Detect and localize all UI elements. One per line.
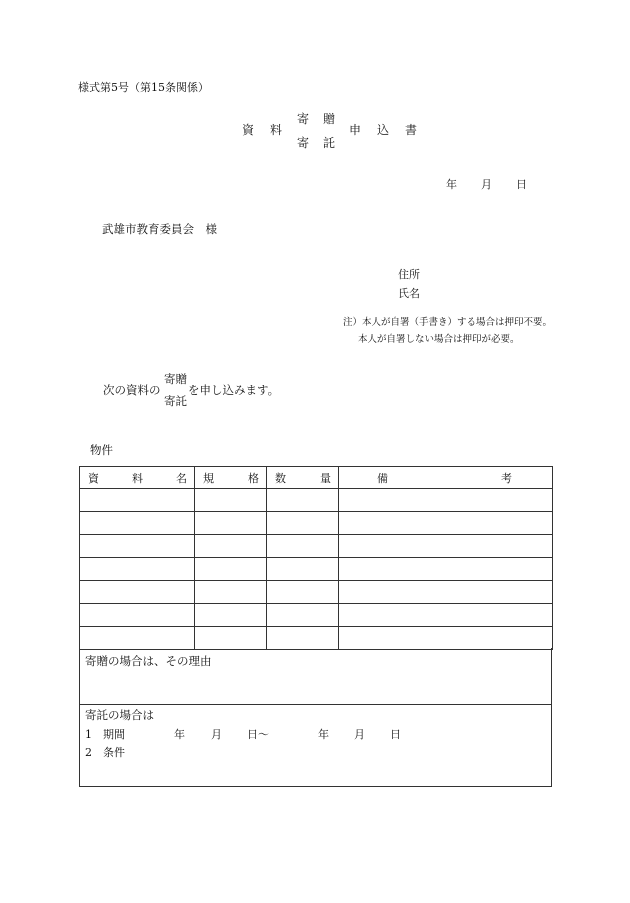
item-name-cell[interactable] (80, 604, 195, 627)
item-name-cell[interactable] (80, 581, 195, 604)
statement-option-deposit: 寄託 (164, 394, 187, 408)
items-heading: 物件 (90, 443, 113, 457)
donation-reason-box[interactable] (79, 648, 552, 705)
item-name-cell[interactable] (80, 535, 195, 558)
spec-cell[interactable] (195, 604, 267, 627)
table-row (80, 535, 553, 558)
column-header-remarks: 備 考 (339, 467, 553, 489)
spec-cell[interactable] (195, 512, 267, 535)
remarks-cell[interactable] (339, 604, 553, 627)
conditions-label: 条件 (103, 746, 125, 759)
form-number: 様式第5号（第15条関係） (78, 81, 209, 94)
date-day-label: 日 (516, 178, 527, 191)
table-row (80, 627, 553, 650)
remarks-cell[interactable] (339, 558, 553, 581)
spec-cell[interactable] (195, 489, 267, 512)
title-char: 料 (270, 123, 283, 137)
remarks-cell[interactable] (339, 581, 553, 604)
period-label: 期間 (103, 728, 125, 741)
title-char: 資 (242, 123, 255, 137)
remarks-cell[interactable] (339, 627, 553, 650)
table-row (80, 604, 553, 627)
period-end-day: 日 (390, 728, 401, 741)
conditions-number: 2 (85, 746, 92, 759)
table-row (80, 489, 553, 512)
table-row (80, 581, 553, 604)
title-option-deposit: 託 (323, 136, 336, 150)
statement-suffix: を申し込みます。 (188, 383, 280, 397)
period-number: 1 (85, 728, 92, 741)
spec-cell[interactable] (195, 535, 267, 558)
title-char: 込 (377, 123, 390, 137)
period-start-year: 年 (174, 728, 185, 741)
spec-cell[interactable] (195, 627, 267, 650)
statement-prefix: 次の資料の (103, 383, 161, 397)
donation-reason-label: 寄贈の場合は、その理由 (85, 654, 212, 668)
remarks-cell[interactable] (339, 489, 553, 512)
date-month-label: 月 (481, 178, 492, 191)
column-header-item-name: 資 料 名 (80, 467, 195, 489)
title-char: 申 (349, 123, 362, 137)
quantity-cell[interactable] (267, 489, 339, 512)
table-header-row (80, 467, 553, 489)
deposit-label: 寄託の場合は (85, 708, 154, 722)
addressee: 武雄市教育委員会 様 (102, 222, 217, 236)
seal-note-line2: 本人が自署しない場合は押印が必要。 (358, 334, 520, 345)
item-name-cell[interactable] (80, 558, 195, 581)
name-label: 氏名 (398, 287, 420, 300)
table-row (80, 558, 553, 581)
column-header-spec: 規 格 (195, 467, 267, 489)
period-end-month: 月 (354, 728, 365, 741)
quantity-cell[interactable] (267, 604, 339, 627)
period-end-year: 年 (318, 728, 329, 741)
remarks-cell[interactable] (339, 512, 553, 535)
seal-note-line1: 注）本人が自署（手書き）する場合は押印不要。 (343, 317, 553, 328)
quantity-cell[interactable] (267, 535, 339, 558)
spec-cell[interactable] (195, 558, 267, 581)
title-option-donation: 贈 (323, 112, 336, 126)
item-name-cell[interactable] (80, 627, 195, 650)
quantity-cell[interactable] (267, 558, 339, 581)
date-year-label: 年 (446, 178, 457, 191)
deposit-box[interactable] (79, 704, 552, 787)
title-char: 書 (405, 123, 418, 137)
title-option-donation: 寄 (297, 112, 310, 126)
quantity-cell[interactable] (267, 627, 339, 650)
quantity-cell[interactable] (267, 581, 339, 604)
period-start-month: 月 (211, 728, 222, 741)
table-row (80, 512, 553, 535)
title-option-deposit: 寄 (297, 136, 310, 150)
item-name-cell[interactable] (80, 512, 195, 535)
period-start-day: 日〜 (247, 728, 269, 741)
spec-cell[interactable] (195, 581, 267, 604)
remarks-cell[interactable] (339, 535, 553, 558)
items-table (79, 466, 553, 650)
item-name-cell[interactable] (80, 489, 195, 512)
address-label: 住所 (398, 268, 420, 281)
quantity-cell[interactable] (267, 512, 339, 535)
column-header-quantity: 数 量 (267, 467, 339, 489)
statement-option-donation: 寄贈 (164, 372, 187, 386)
